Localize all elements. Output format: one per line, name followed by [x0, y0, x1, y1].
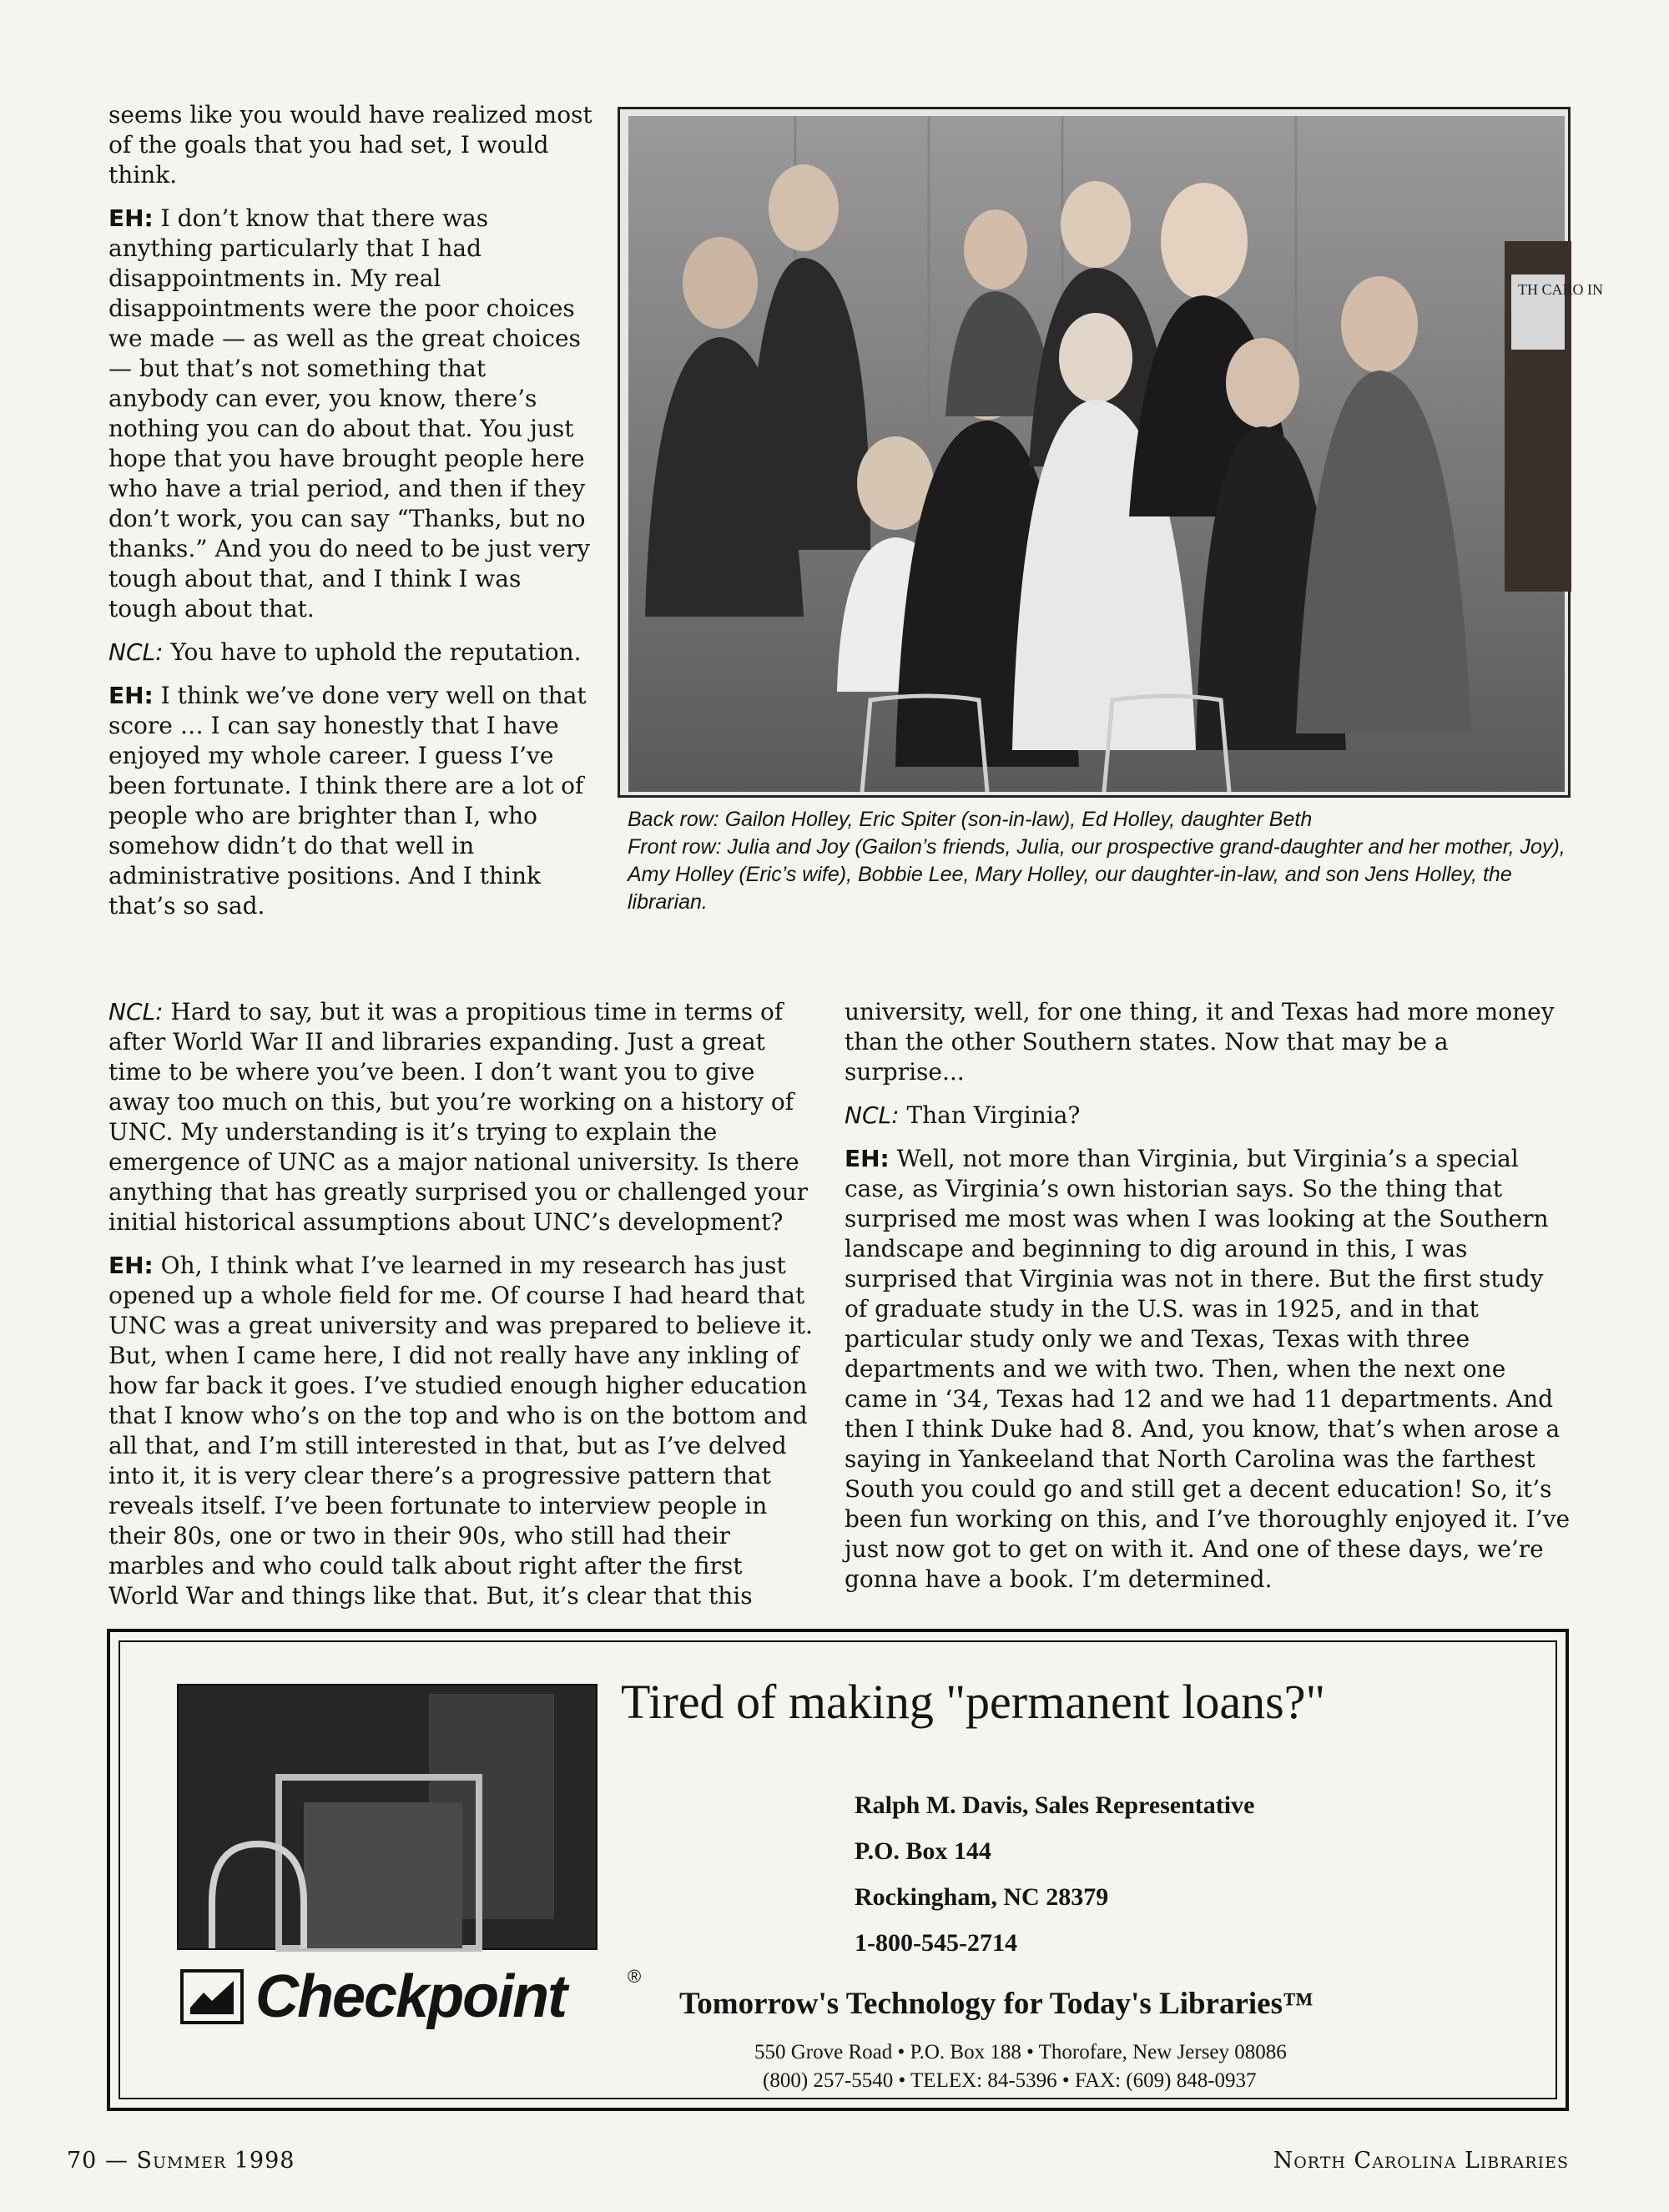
footer-dash: —: [104, 2148, 129, 2174]
speaker-label: EH:: [845, 1145, 890, 1172]
photo-caption: [628, 806, 1571, 916]
speaker-label: NCL:: [108, 638, 164, 666]
ad-tagline: Tomorrow's Technology for Today's Libraries™: [679, 1987, 1314, 2021]
paragraph: [845, 1101, 1571, 1131]
security-gate-icon: [179, 1685, 596, 1948]
photo-illustration: [628, 116, 1603, 792]
speaker-label: EH:: [108, 682, 154, 709]
page-number: 70: [67, 2148, 98, 2174]
speaker-label: EH:: [108, 204, 154, 232]
upper-left-column: [108, 100, 592, 935]
paragraph: [108, 637, 592, 668]
ad-product-image: [177, 1684, 598, 1950]
speaker-label: EH:: [108, 1252, 154, 1279]
paragraph: [108, 204, 592, 624]
paragraph: seems like you would have realized most of the goals that you had set, I would think.: [108, 101, 592, 189]
photo-image: [628, 116, 1603, 787]
paragraph-text: I don’t know that there was anything particularly that I had disappointments in. My real disappointments were the poor choices we made — as well as the great choices — but that’s not something that anybody can ever, you know, there’s nothing you can do about that. You just hope that you have brought people here who have a trial period, and then if they don’t work, you can say “Thanks, but no thanks.” And you do need to be just very tough about that, and I think I was tough about that.: [108, 204, 591, 622]
paragraph-text: Than Virginia?: [906, 1101, 1081, 1129]
checkpoint-logo: [179, 1963, 646, 2034]
speaker-label: NCL:: [108, 998, 164, 1025]
lower-left-column: [108, 997, 818, 1625]
registered-mark: ®: [628, 1966, 642, 1987]
paragraph: university, well, for one thing, it and Texas had more money than the other Southern states. Now that may be a surprise...: [845, 998, 1555, 1086]
page-footer-left: [67, 2148, 295, 2174]
ad-headline: Tired of making "permanent loans?": [621, 1675, 1326, 1729]
caption-back-row: Back row: Gailon Holley, Eric Spiter (son-in-law), Ed Holley, daughter Beth: [628, 808, 1313, 831]
issue-date: Summer 1998: [136, 2148, 295, 2174]
paragraph-text: You have to uphold the reputation.: [170, 638, 582, 666]
journal-title: North Carolina Libraries: [1273, 2148, 1569, 2174]
contact-phone: 1-800-545-2714: [855, 1929, 1017, 1957]
paragraph: [108, 997, 818, 1237]
contact-po-box: P.O. Box 144: [855, 1837, 991, 1865]
paragraph-text: Oh, I think what I’ve learned in my research has just opened up a whole field for me. Of course I had heard that UNC was a great university and was prepared to believe it. But, when I came here, I did not really have any inkling of how far back it goes. I’ve studied enough higher education that I know who’s on the top and who is on the bottom and all that, and I’m still interested in that, but as I’ve delved into it, it is very clear there’s a progressive pattern that reveals itself. I’ve been fortunate to interview people in their 80s, one or two in their 90s, who still had their marbles and who could talk about right after the first World War and things like that. But, it’s clear that this: [108, 1252, 813, 1610]
paragraph: [108, 681, 592, 921]
checkpoint-advertisement: [107, 1629, 1569, 2111]
paragraph-text: Hard to say, but it was a propitious time in terms of after World War II and libraries expanding. Just a great time to be where you’ve been. I don’t want you to give away too much on this, but you’re working on a history of UNC. My understanding is it’s trying to explain the emergence of UNC as a major national university. Is there anything that has greatly surprised you or challenged your initial historical assumptions about UNC’s development?: [108, 998, 809, 1236]
ad-inner-border: [118, 1640, 1557, 2099]
paragraph-text: Well, not more than Virginia, but Virginia’s a special case, as Virginia’s own historian says. So the thing that surprised me most was when I was looking at the Southern landscape and beginning to dig around in this, I was surprised that Virginia was not in there. But the first study of graduate study in the U.S. was in 1925, and in that particular study only we and Texas, Texas with three departments and we with two. Then, when the next one came in ‘34, Texas had 12 and we had 11 departments. And then I think Duke had 8. And, you know, that’s when arose a saying in Yankeeland that North Carolina was the farthest South you could go and still get a decent education! So, it’s been fun working on this, and I’ve thoroughly enjoyed it. I’ve just now got to get on with it. And one of these days, we’re gonna have a book. I’m determined.: [845, 1145, 1571, 1593]
lower-right-column: [845, 997, 1571, 1608]
speaker-label: NCL:: [845, 1101, 900, 1129]
ad-contact: [855, 1782, 1254, 1966]
contact-name: Ralph M. Davis, Sales Representative: [855, 1791, 1255, 1819]
caption-front-row: Front row: Julia and Joy (Gailon’s friends, Julia, our prospective grand-daughter and her mother, Joy), Amy Holley (Eric’s wife), Bobbie Lee, Mary Holley, our daughter-in-law, and son Jens Holley, the librarian.: [628, 835, 1566, 914]
ad-address: 550 Grove Road • P.O. Box 188 • Thorofare, New Jersey 08086: [754, 2041, 1287, 2063]
paragraph: [845, 1144, 1571, 1595]
contact-city: Rockingham, NC 28379: [855, 1883, 1109, 1911]
paragraph-text: I think we’ve done very well on that score … I can say honestly that I have enjoyed my whole career. I guess I’ve been fortunate. I think there are a lot of people who are brighter than I, who somehow didn’t do that well in administrative positions. And I think that’s so sad.: [108, 682, 587, 920]
podium-sign-text: TH CARO IN: [1518, 281, 1603, 298]
group-photo: [618, 107, 1603, 798]
paragraph: [108, 1251, 818, 1611]
ad-phones: (800) 257-5540 • TELEX: 84-5396 • FAX: (609) 848-0937: [763, 2069, 1257, 2092]
brand-name: Checkpoint: [255, 1963, 567, 2030]
checkmark-icon: [179, 1968, 245, 2026]
